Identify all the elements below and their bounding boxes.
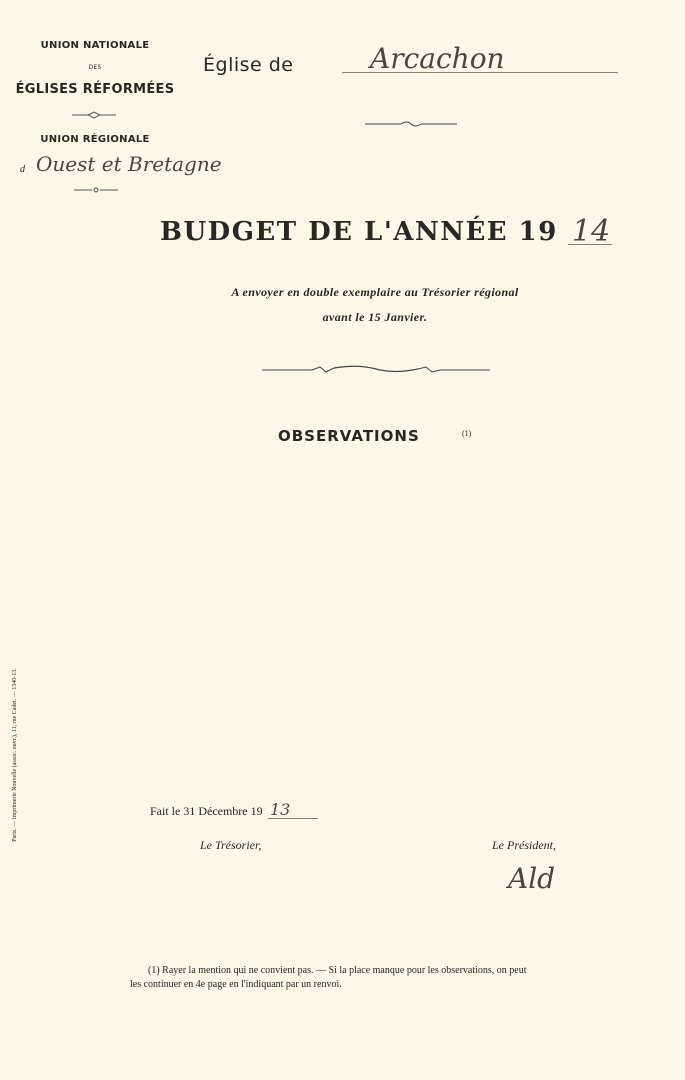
fait-le-year-underline bbox=[268, 818, 318, 819]
footnote-line-2: les continuer en 4e page en l'indiquant par un renvoi. bbox=[130, 979, 342, 990]
region-handwritten: Ouest et Bretagne bbox=[36, 152, 222, 176]
footnote-line-1: (1) Rayer la mention qui ne convient pas. — Si la place manque pour les observations, on peut bbox=[148, 965, 527, 976]
observations-note-ref: (1) bbox=[462, 429, 472, 438]
observations-label: OBSERVATIONS bbox=[278, 427, 420, 445]
ornament-divider-icon bbox=[74, 186, 118, 194]
eglise-handwritten-name: Arcachon bbox=[370, 42, 505, 75]
president-label: Le Président, bbox=[492, 838, 556, 852]
fait-le-label: Fait le 31 Décembre 19 bbox=[150, 804, 263, 818]
tresorier-label: Le Trésorier, bbox=[200, 838, 262, 852]
instruction-line-2: avant le 15 Janvier. bbox=[322, 310, 428, 324]
president-signature: Ald bbox=[508, 862, 556, 895]
printer-side-note: Paris. — Imprimerie Nouvelle (assoc. ouvr.), 11, rue Cadet. — 1340-13. bbox=[12, 668, 18, 842]
ornament-divider-icon bbox=[72, 110, 116, 120]
union-regionale-label: UNION RÉGIONALE bbox=[40, 134, 150, 145]
union-nationale-label: UNION NATIONALE bbox=[40, 40, 150, 51]
budget-title: BUDGET DE L'ANNÉE 19 bbox=[160, 217, 558, 247]
des-label: DES bbox=[88, 64, 102, 71]
ornament-divider-icon bbox=[262, 364, 490, 374]
prefix-d-label: d bbox=[20, 164, 25, 175]
budget-year-handwritten: 14 bbox=[572, 214, 611, 249]
eglise-label: Église de bbox=[203, 54, 294, 76]
fait-le-year-handwritten: 13 bbox=[270, 800, 291, 819]
eglises-reformees-label: ÉGLISES RÉFORMÉES bbox=[15, 82, 175, 97]
ornament-divider-icon bbox=[365, 120, 457, 128]
instruction-line-1: A envoyer en double exemplaire au Trésorier régional bbox=[231, 285, 519, 299]
budget-year-underline bbox=[568, 244, 612, 245]
